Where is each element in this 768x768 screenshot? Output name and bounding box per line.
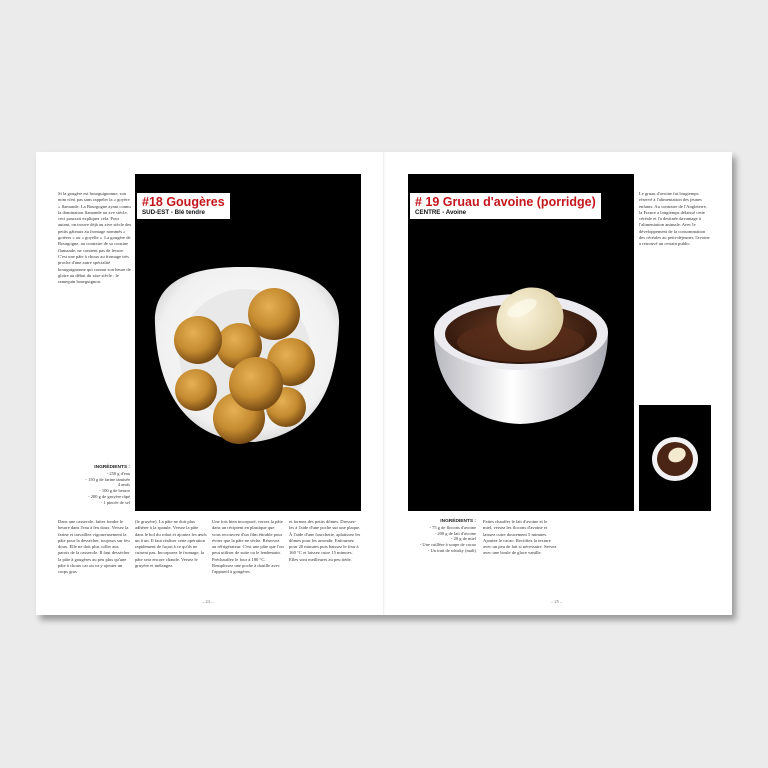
right-title-box xyxy=(410,193,601,219)
ingredient-item: - 100 g de beurre xyxy=(99,488,130,494)
ingredient-item: 4 œufs xyxy=(117,482,130,488)
page-subtitle: CENTRE - Avoine xyxy=(415,209,467,216)
left-body-col-2: (le gruyère). La pâte ne doit plus adhérer à la spatule. Versez la pâte dans le bol du robot et ajoutez les œufs un à un. Il faut réaliser cette opération rapidement de façon à ce qu'ils ne cuisent pas. Incorporez le fromage, la pâte sera encore chaude. Versez le gruyère et mélangez. xyxy=(135,519,207,569)
porridge-illustration xyxy=(408,174,634,511)
porridge-thumbnail xyxy=(639,405,711,511)
book-gutter xyxy=(383,152,385,615)
right-page-number: – 25 – xyxy=(551,599,563,604)
left-body-col-1: Dans une casserole, faites fondre le beurre dans l'eau à feu doux. Versez la farine et travaillez vigoureusement la pâte pour la dessécher, toujours sur feu doux. Elle ne doit plus coller aux parois de la casserole. Il faut dessécher la pâte à gougères au peu plus qu'une pâte à choux car on va y ajouter un corps gras xyxy=(58,519,130,575)
page-title: # 19 Gruau d'avoine (porridge) xyxy=(415,195,596,209)
left-page-number: – 24 – xyxy=(202,599,214,604)
book-spread xyxy=(36,152,732,615)
left-body-col-3: Une fois bien incorporé, versez la pâte dans un récipient en plastique que vous recouvrez d'un film étirable pour éviter que la pâte ne sèche. Réservez au réfrigérateur. C'est une pâte que l'on peut utiliser de suite ou le lendemain. Préchauffez le four à 180 °C. Remplissez une poche à douille avec l'appareil à gougères xyxy=(212,519,284,575)
ingredient-item: - 1 pincée de sel xyxy=(100,499,130,505)
right-ingredients xyxy=(406,519,476,554)
ingredient-item: - Un trait de whisky (malt) xyxy=(427,547,476,553)
ingredient-item: - 20 g de miel xyxy=(451,536,476,542)
ingredients-title: INGRÉDIENTS : xyxy=(94,465,130,470)
ingredient-item: - 200 g de lait d'avoine xyxy=(434,530,476,536)
page-subtitle: SUD-EST - Blé tendre xyxy=(142,209,205,216)
left-title-box xyxy=(137,193,230,219)
gougeres-photo xyxy=(135,174,361,511)
ingredient-item: - 150 g de farine tamisée xyxy=(85,476,130,482)
ingredient-item: - Une cuillère à soupe de cacao xyxy=(419,542,476,548)
porridge-photo xyxy=(408,174,634,511)
left-body-col-4: et formez des petits dômes. Dressez-les à l'aide d'une poche sur une plaque. À l'aide d'une fourchette, aplatissez les dômes pour les arrondir. Enfournez pour 20 minutes puis baissez le four à 160 °C et laissez cuire 15 minutes. Elles sont meilleures au peu tiède. xyxy=(289,519,361,562)
ingredients-title: INGRÉDIENTS : xyxy=(440,519,476,524)
ingredient-item: - 75 g de flocons d'avoine xyxy=(429,524,476,530)
gougeres-illustration xyxy=(135,174,361,511)
left-intro-text: Si la gougère est bourguignonne, son nom n'est pas sans rappeler la « goyère » flamande. La Bourgogne ayant connu la domination flamande au xve siècle, ceci pourrait expliquer cela. Pour autant, on trouve déjà au xive siècle des petits gâteaux au fromage nommés « goières » ou « goyelle ». La gougère de Bourgogne, au contraire de sa cousine flamande, ne contient pas de levure. C'est une pâte à choux au fromage très proche d'une autre spécialité bourguignonne qui connut son heure de gloire au début du xixe siècle : le ramequin bourguignon. xyxy=(58,191,132,285)
ingredient-item: - 250 g d'eau xyxy=(106,470,130,476)
right-intro-text: Le gruau d'avoine fut longtemps réservé à l'alimentation des jeunes enfants. Au contraire de l'Angleterre, la France a longtemps délaissé cette céréale et l'a destinée davantage à l'alimentation animale. Avec le développement de la consommation des céréales au petit-déjeuner, l'avoine a retrouvé un certain public. xyxy=(639,191,710,247)
right-body-col-1: Faites chauffer le lait d'avoine et le miel, versez les flocons d'avoine et laissez cuire doucement 5 minutes. Ajoutez le cacao. Rectifiez la texture avec un peu de lait si nécessaire. Servez avec une boule de glace vanille. xyxy=(483,519,557,556)
page-title: #18 Gougères xyxy=(142,195,225,209)
left-ingredients xyxy=(58,465,130,506)
ingredient-item: - 200 g de gruyère râpé xyxy=(88,493,130,499)
porridge-thumbnail-illustration xyxy=(639,405,711,511)
